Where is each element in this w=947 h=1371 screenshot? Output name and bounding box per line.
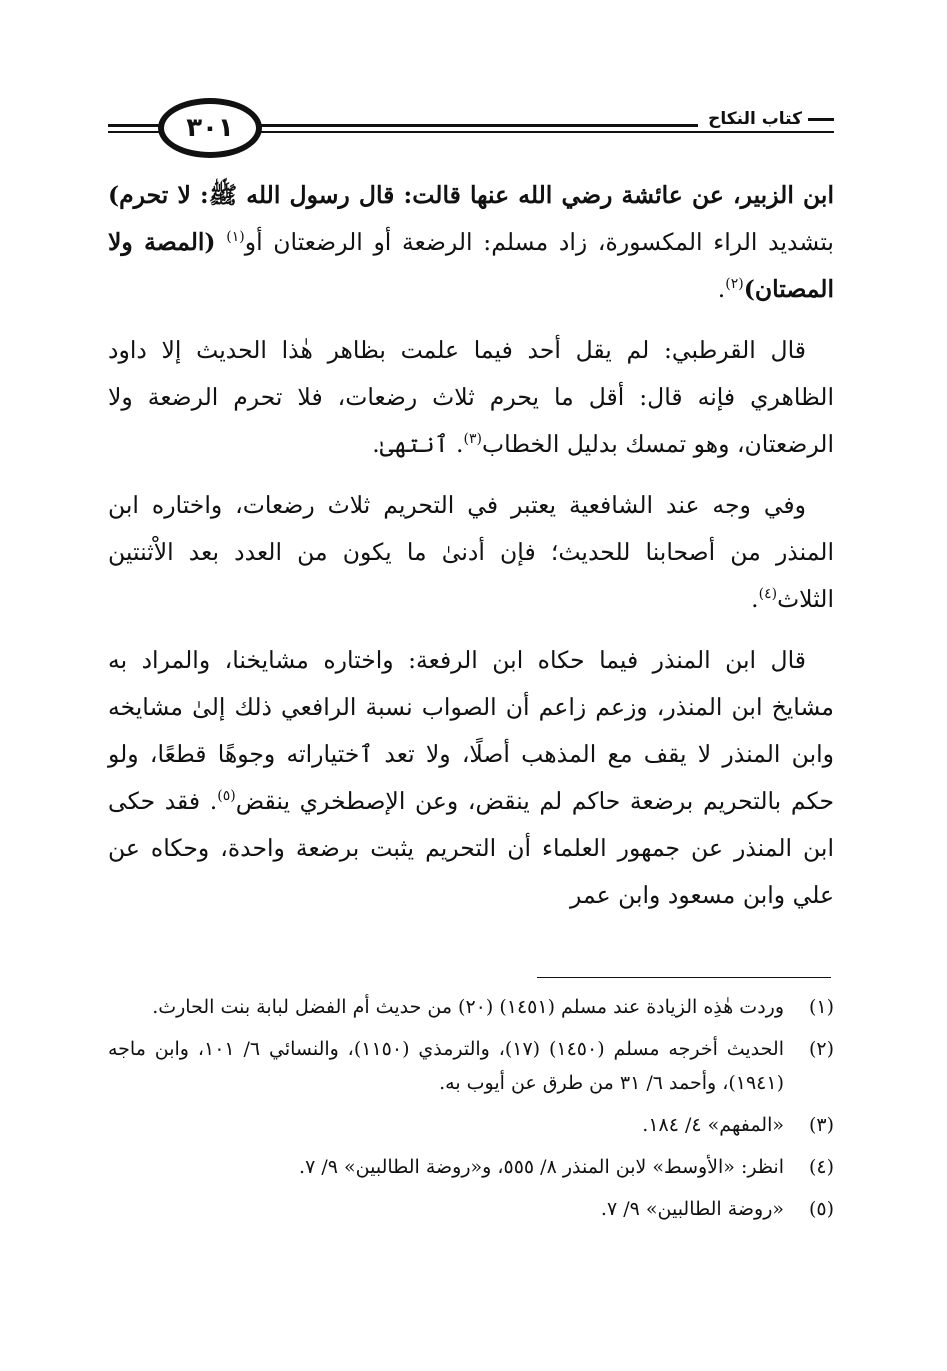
paragraph-end: . ٱنتهىٰ. [372, 430, 464, 458]
chapter-title-block [698, 109, 834, 129]
page-header [108, 96, 834, 164]
footnote-text: «روضة الطالبين» ٩/ ٧. [600, 1198, 784, 1220]
footnote-text: انظر: «الأوسط» لابن المنذر ٨/ ٥٥٥، و«روضة الطالبين» ٩/ ٧. [299, 1156, 784, 1178]
paragraph-text: وفي وجه عند الشافعية يعتبر في التحريم ثلاث رضعات، واختاره ابن المنذر من أصحابنا للحديث؛ فإن أدنىٰ ما يكون من العدد بعد الاْثنتين الثلاث [108, 491, 834, 613]
paragraph-1 [108, 172, 834, 313]
paragraph-end: . [717, 275, 726, 303]
footnote-ref: (٥) [217, 788, 236, 805]
footnotes [108, 990, 834, 1234]
footnote-text: وردت هٰذِه الزيادة عند مسلم (١٤٥١) (٢٠) من حديث أم الفضل لبابة بنت الحارث. [152, 996, 784, 1018]
footnote-number: (١) [808, 996, 834, 1018]
footnote-item [108, 1108, 834, 1142]
footnote-text: الحديث أخرجه مسلم (١٤٥٠) (١٧)، والترمذي (١١٥٠)، والنسائي ٦/ ١٠١، وابن ماجه (١٩٤١)، وأحمد ٦/ ٣١ من طرق عن أيوب به. [108, 1038, 784, 1094]
footnote-separator [537, 977, 831, 978]
footnote-text: «المفهم» ٤/ ١٨٤. [642, 1114, 784, 1136]
footnote-ref: (١) [226, 229, 245, 246]
paragraph-2 [108, 327, 834, 468]
page-number: ٣٠١ [158, 98, 262, 158]
footnote-item [108, 1192, 834, 1226]
hadith-text: ابن الزبير، عن عائشة رضي الله عنها قالت: قال رسول الله ﷺ: لا تحرم) [108, 181, 834, 209]
paragraph-text: بتشديد الراء المكسورة، زاد مسلم: الرضعة أو الرضعتان أو [244, 228, 834, 256]
paragraph-text: قال القرطبي: لم يقل أحد فيما علمت بظاهر هٰذا الحديث إلا داود الظاهري فإنه قال: أقل ما يحرم ثلاث رضعات، فلا تحرم الرضعة ولا الرضعتان، وهو تمسك بدليل الخطاب [108, 336, 834, 458]
footnote-ref: (٢) [725, 276, 744, 293]
footnote-number: (٥) [808, 1198, 834, 1220]
footnote-item [108, 1032, 834, 1100]
footnote-item [108, 1150, 834, 1184]
footnote-number: (٢) [808, 1038, 834, 1060]
footnote-number: (٣) [808, 1114, 834, 1136]
footnote-ref: (٤) [758, 586, 778, 603]
chapter-title: كتاب النكاح [708, 109, 802, 129]
chapter-dash-icon [808, 118, 834, 121]
main-text [108, 172, 834, 933]
paragraph-3 [108, 482, 834, 623]
paragraph-end: . [751, 585, 759, 613]
paragraph-end: . فقد حكى ابن المنذر عن جمهور العلماء أن التحريم يثبت برضعة واحدة، وحكاه عن علي وابن مسعود وابن عمر [108, 787, 834, 909]
footnote-item [108, 990, 834, 1024]
footnote-number: (٤) [808, 1156, 834, 1178]
paragraph-4 [108, 637, 834, 919]
footnote-ref: (٣) [463, 431, 482, 448]
hadith-tail: (المصة ولا المصتان) [108, 228, 834, 303]
paragraph-text: قال ابن المنذر فيما حكاه ابن الرفعة: واختاره مشايخنا، والمراد به مشايخ ابن المنذر، وزعم زاعم أن الصواب نسبة الرافعي ذلك إلىٰ مشايخه وابن المنذر لا يقف مع المذهب أصلًا، ولا تعد ٱختياراته وجوهًا قطعًا، ولو حكم بالتحريم برضعة حاكم لم ينقض، وعن الإصطخري ينقض [108, 646, 834, 815]
